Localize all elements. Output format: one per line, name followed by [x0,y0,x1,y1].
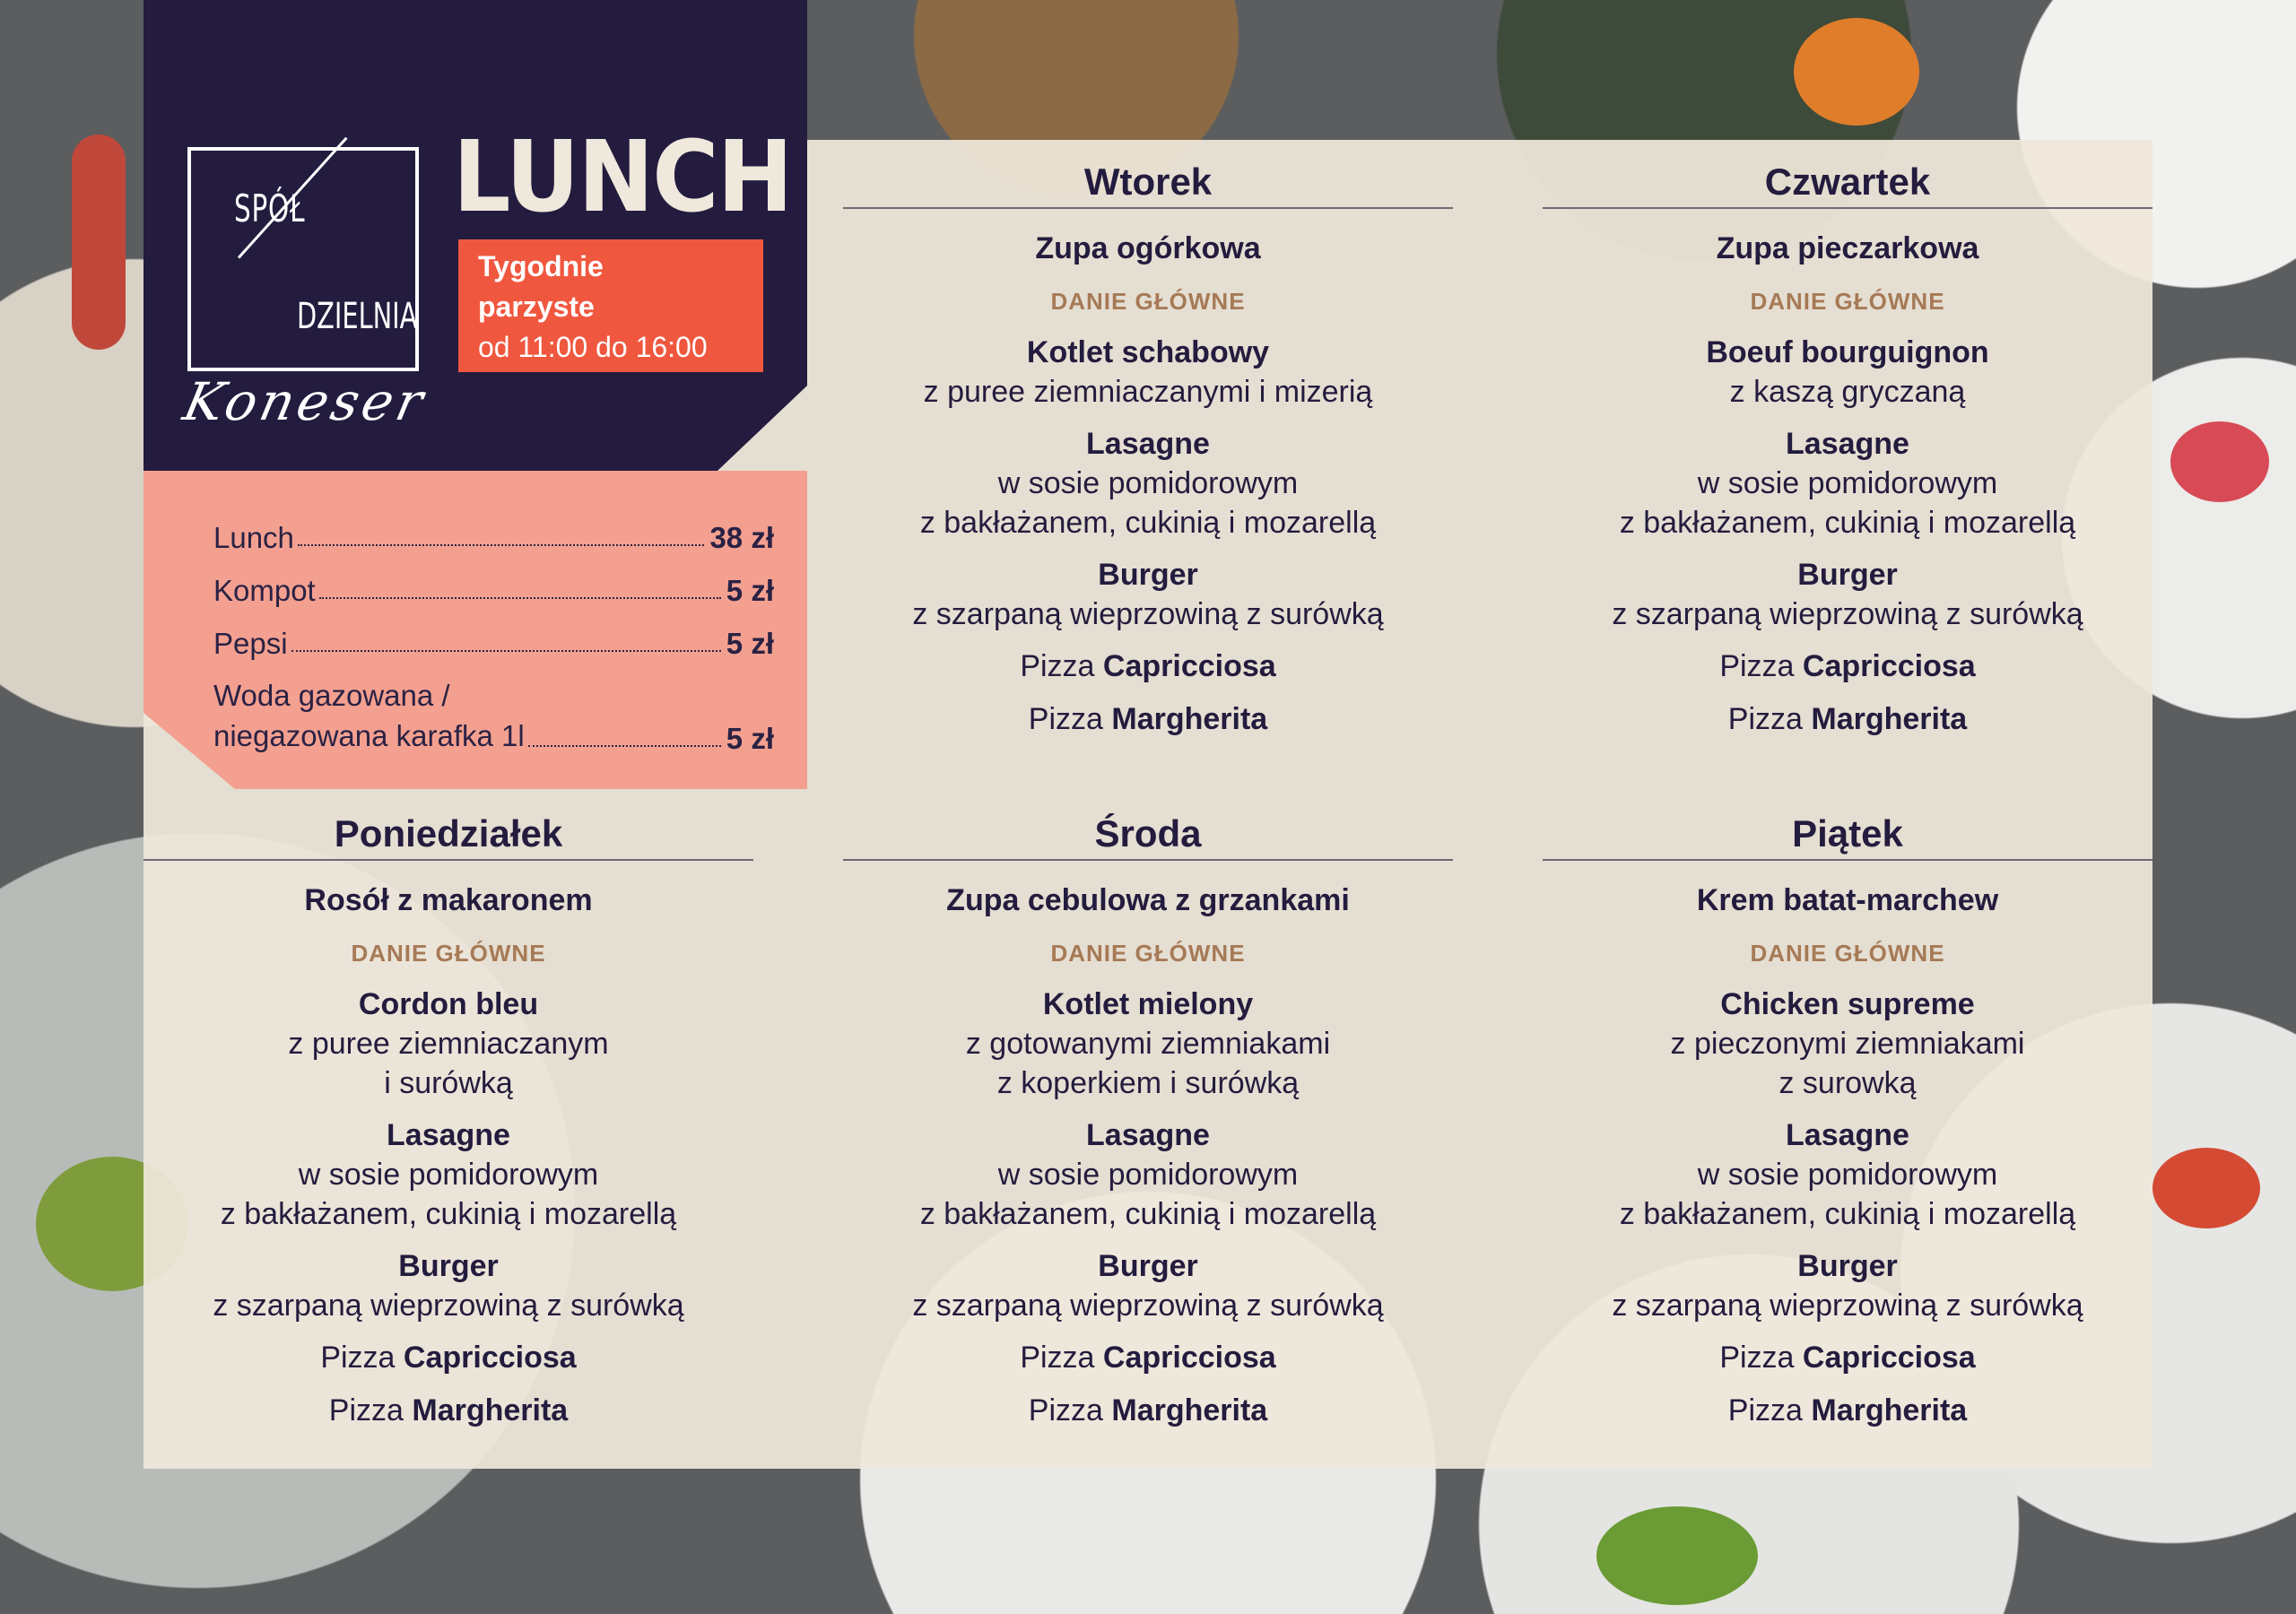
dish-item [1543,555,2152,634]
pizza-name: Capricciosa [1802,1341,1976,1375]
soup-name: Zupa pieczarkowa [1716,231,1979,265]
schedule-line1: Tygodnie [478,250,604,282]
dish-item [1543,333,2152,412]
pizza-name: Margherita [412,1393,569,1427]
logo-bottom-text: DZIELNIA [297,296,418,337]
day-name: Wtorek [843,157,1453,209]
price-list [213,502,774,756]
pizza-name: Capricciosa [1102,649,1276,683]
price-row [213,555,774,608]
dish-description: z koperkiem i surówką [996,1066,1300,1100]
dish-item [144,985,753,1103]
dish-description: z szarpaną wieprzowiną z surówką [1612,1289,2083,1323]
day-name: Poniedziałek [144,809,753,861]
price-row [213,661,774,756]
pizza-item [144,1391,753,1430]
price-item-name [213,675,525,756]
pizza-name: Margherita [1811,1393,1968,1427]
dish-description: z szarpaną wieprzowiną z surówką [912,1289,1384,1323]
pizza-prefix: Pizza [1727,702,1803,736]
dish-item [1543,985,2152,1103]
day-name: Czwartek [1543,157,2152,209]
pizza-item [843,699,1453,739]
day-column-friday [1543,809,2152,1444]
dish-title: Chicken supreme [1720,987,1975,1021]
pizza-item [1543,1338,2152,1377]
dish-description: w sosie pomidorowym [1697,1158,1998,1192]
dot-leader [528,745,721,747]
dish-description: z szarpaną wieprzowiną z surówką [912,597,1384,631]
pizza-prefix: Pizza [320,1341,396,1375]
main-course-label: DANIE GŁÓWNE [1050,940,1246,967]
dish-description: w sosie pomidorowym [997,1158,1299,1192]
pizza-item [843,646,1453,686]
dish-title: Kotlet schabowy [1026,335,1270,369]
dish-item [144,1115,753,1234]
day-column-monday [144,809,753,1444]
dish-description: z pieczonymi ziemniakami [1670,1027,2025,1061]
price-item-value: 38 zł [709,521,774,554]
schedule-line2: parzyste [478,291,595,323]
pizza-name: Capricciosa [1102,1341,1276,1375]
dish-description: w sosie pomidorowym [1697,466,1998,500]
dish-description: z bakłażanem, cukinią i mozarellą [919,506,1377,540]
pizza-prefix: Pizza [1028,702,1103,736]
dish-title: Lasagne [1786,427,1909,461]
dish-description: z szarpaną wieprzowiną z surówką [213,1289,684,1323]
brand-logo [187,147,419,371]
dish-item [843,985,1453,1103]
main-course-label: DANIE GŁÓWNE [1750,288,1945,315]
pizza-prefix: Pizza [1020,1341,1095,1375]
pizza-prefix: Pizza [1727,1393,1803,1427]
pizza-item [1543,699,2152,739]
main-course-label: DANIE GŁÓWNE [1750,940,1945,967]
pizza-item [843,1391,1453,1430]
price-item-name: Kompot [213,574,316,607]
dish-description: z bakłażanem, cukinią i mozarellą [1619,506,2076,540]
dish-item [1543,1246,2152,1325]
dish-item [843,555,1453,634]
dish-description: z bakłażanem, cukinią i mozarellą [1619,1197,2076,1231]
pizza-prefix: Pizza [328,1393,404,1427]
price-item-name-line1: Woda gazowana / [213,679,450,712]
dish-title: Burger [398,1249,499,1283]
pizza-item [144,1338,753,1377]
brand-script: Koneser [178,371,432,432]
page-title: LUNCH [453,119,792,234]
main-course-label: DANIE GŁÓWNE [1050,288,1246,315]
price-row [213,502,774,555]
background-food-photo [1794,18,1919,126]
dish-description: z szarpaną wieprzowiną z surówką [1612,597,2083,631]
dish-title: Burger [1797,558,1898,592]
dot-leader [291,650,721,652]
price-item-value: 5 zł [726,627,774,660]
soup-name: Krem batat-marchew [1696,883,1999,917]
dish-description: z puree ziemniaczanymi i mizerią [923,375,1373,409]
price-item-name: Lunch [213,521,294,554]
main-course-label: DANIE GŁÓWNE [351,940,546,967]
price-item-value: 5 zł [726,722,774,755]
dish-title: Boeuf bourguignon [1706,335,1989,369]
pizza-name: Margherita [1111,1393,1268,1427]
dish-description: w sosie pomidorowym [997,466,1299,500]
price-row [213,608,774,661]
dish-title: Lasagne [1786,1118,1909,1152]
dish-description: z puree ziemniaczanym [288,1027,609,1061]
soup-name: Rosół z makaronem [304,883,593,917]
dish-title: Lasagne [1086,1118,1210,1152]
pizza-prefix: Pizza [1020,649,1095,683]
soup-name: Zupa ogórkowa [1035,231,1261,265]
dish-title: Burger [1797,1249,1898,1283]
dish-item [144,1246,753,1325]
dish-description: z kaszą gryczaną [1729,375,1966,409]
pizza-item [1543,646,2152,686]
dish-item [1543,424,2152,542]
day-column-thursday [1543,157,2152,752]
pizza-item [1543,1391,2152,1430]
price-item-name-line2: niegazowana karafka 1l [213,719,525,752]
dish-description: z surowką [1779,1066,1917,1100]
soup-name: Zupa cebulowa z grzankami [946,883,1350,917]
dish-description: z gotowanymi ziemniakami [965,1027,1331,1061]
background-food-photo [72,134,126,350]
price-item-value: 5 zł [726,574,774,607]
price-item-name: Pepsi [213,627,288,660]
pizza-name: Margherita [1811,702,1968,736]
day-name: Środa [843,809,1453,861]
dish-item [843,424,1453,542]
background-food-photo [1596,1506,1758,1605]
pizza-name: Margherita [1111,702,1268,736]
pizza-item [843,1338,1453,1377]
dish-title: Lasagne [387,1118,510,1152]
dish-description: z bakłażanem, cukinią i mozarellą [220,1197,677,1231]
pizza-prefix: Pizza [1028,1393,1103,1427]
pizza-name: Capricciosa [1802,649,1976,683]
schedule-badge [458,239,763,372]
dish-item [1543,1115,2152,1234]
day-column-wednesday [843,809,1453,1444]
dish-description: z bakłażanem, cukinią i mozarellą [919,1197,1377,1231]
dish-title: Cordon bleu [358,987,539,1021]
dot-leader [298,544,705,546]
dish-item [843,333,1453,412]
day-column-tuesday [843,157,1453,752]
dish-item [843,1246,1453,1325]
dish-title: Kotlet mielony [1042,987,1254,1021]
background-food-photo [2170,421,2269,502]
dish-item [843,1115,1453,1234]
dish-description: w sosie pomidorowym [298,1158,599,1192]
schedule-line3: od 11:00 do 16:00 [478,331,708,363]
dish-title: Lasagne [1086,427,1210,461]
day-name: Piątek [1543,809,2152,861]
dish-title: Burger [1098,1249,1198,1283]
pizza-prefix: Pizza [1719,649,1795,683]
background-food-photo [2152,1148,2260,1228]
pizza-name: Capricciosa [403,1341,577,1375]
dish-title: Burger [1098,558,1198,592]
pizza-prefix: Pizza [1719,1341,1795,1375]
dot-leader [319,597,721,599]
logo-top-text: SPÓŁ [234,187,306,230]
dish-description: i surówką [384,1066,513,1100]
